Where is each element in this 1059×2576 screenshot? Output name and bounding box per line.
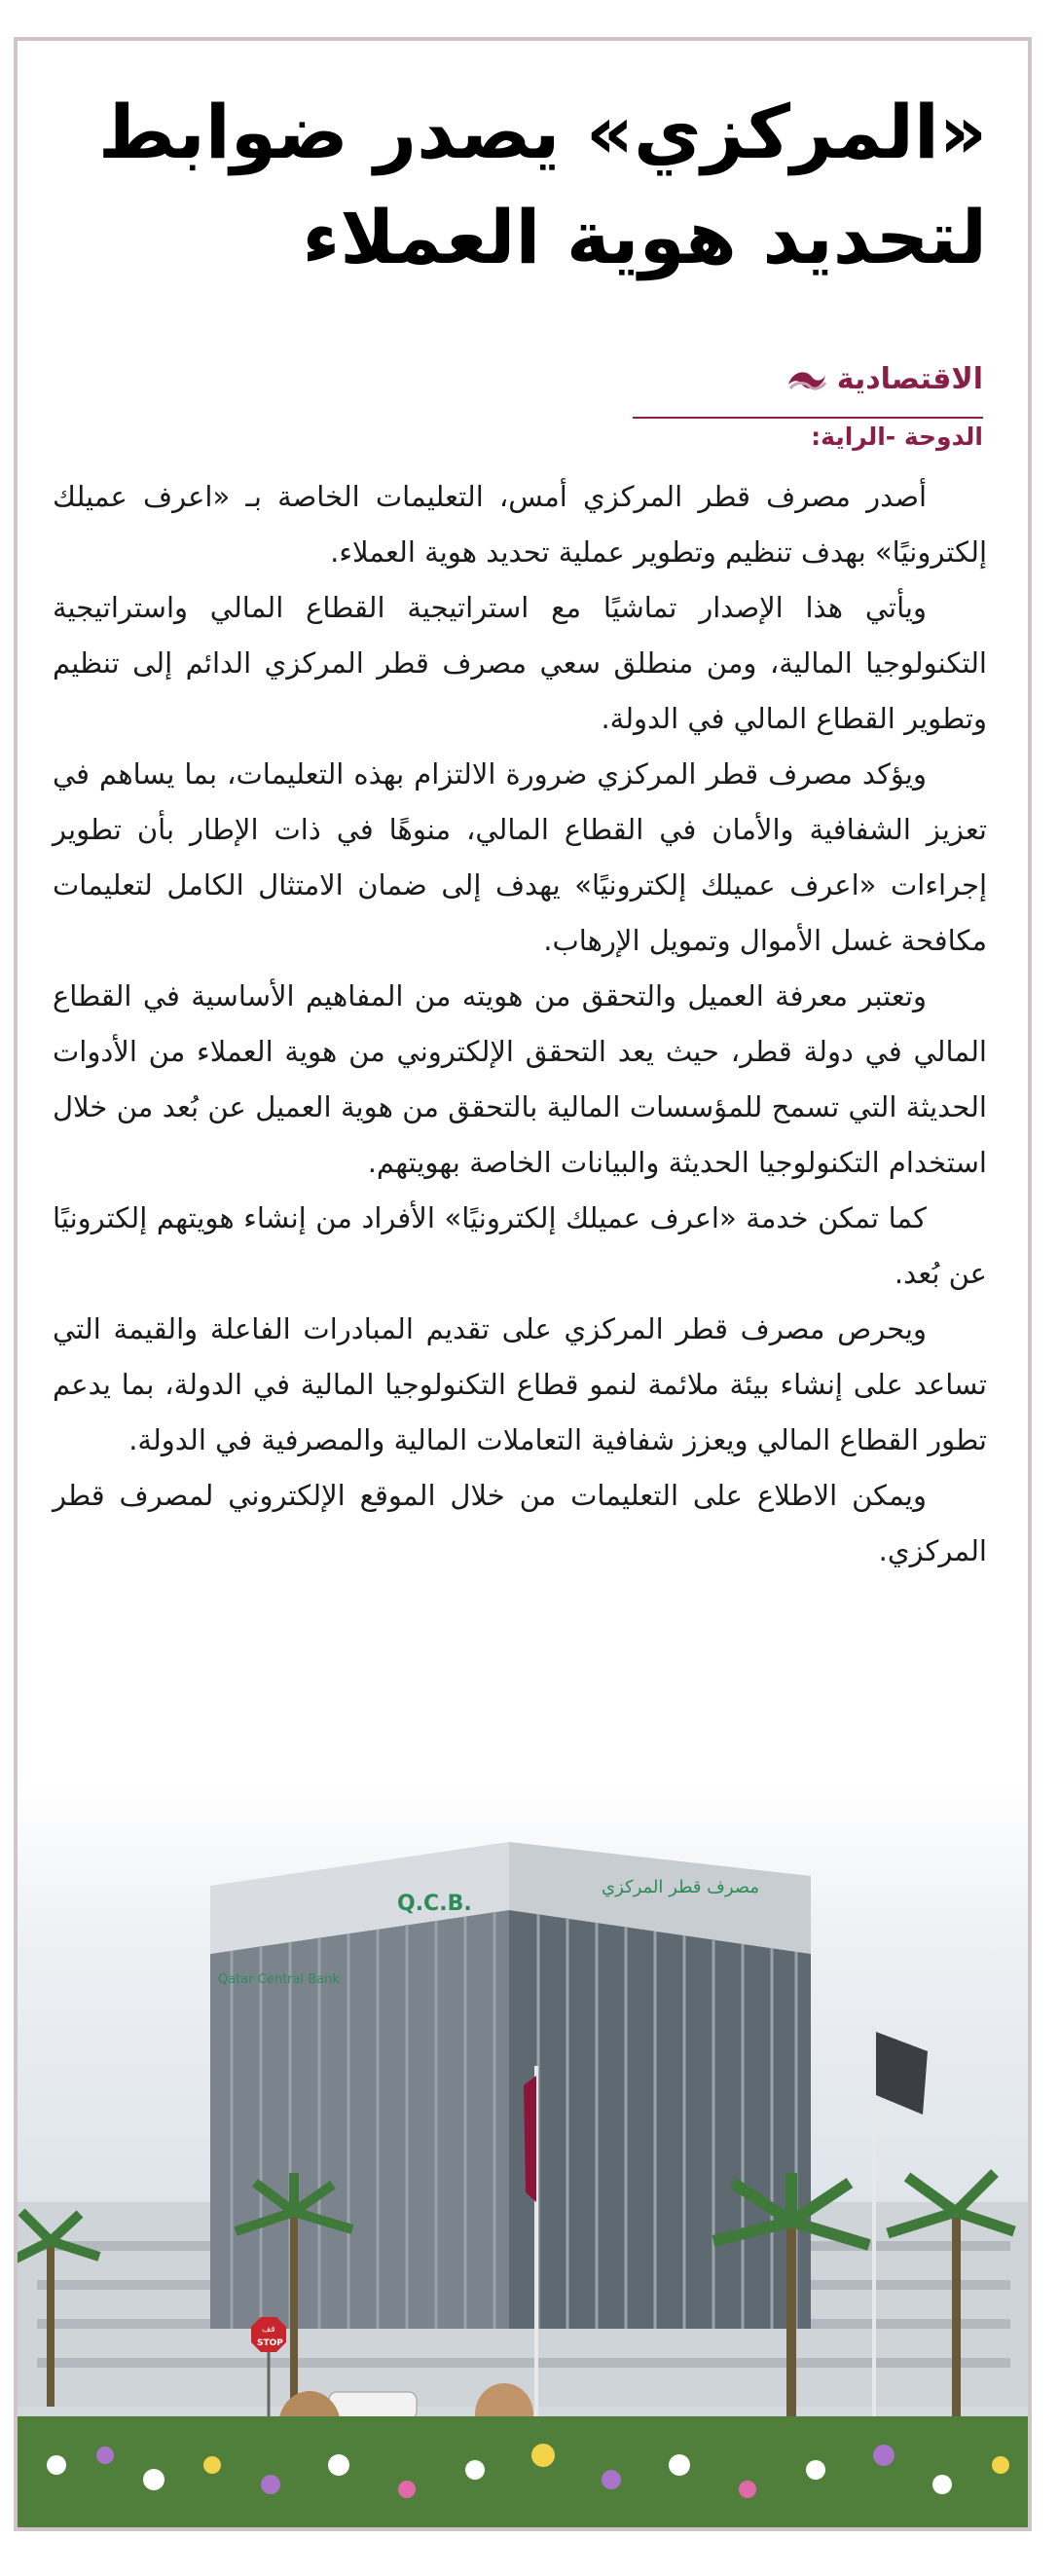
section-label (785, 362, 983, 396)
section-rule (633, 417, 983, 419)
paragraph: ويحرص مصرف قطر المركزي على تقديم المبادرات الفاعلة والقيمة التي تساعد على إنشاء بيئة ملائمة لنمو قطاع التكنولوجيا المالية في الدولة، بما يدعم تطور القطاع المالي ويعزز شفافية التعاملات المالية والمصرفية في الدولة. (53, 1312, 987, 1456)
paragraph: ويؤكد مصرف قطر المركزي ضرورة الالتزام بهذه التعليمات، بما يساهم في تعزيز الشفافية والأمان في القطاع المالي، منوهًا في ذات الإطار بأن تطوير إجراءات «اعرف عميلك إلكترونيًا» يهدف إلى ضمان الامتثال الكامل لتعليمات مكافحة غسل الأموال وتمويل الإرهاب. (53, 757, 987, 957)
tower-right-face (509, 1910, 811, 2329)
paragraph: وتعتبر معرفة العميل والتحقق من هويته من المفاهيم الأساسية في القطاع المالي في دولة قطر، حيث يعد التحقق الإلكتروني من هوية العملاء من الأدوات الحديثة التي تسمح للمؤسسات المالية بالتحقق من هوية العميل عن بُعد من خلال استخدام التكنولوجيا الحديثة والبيانات الخاصة بهويتهم. (53, 979, 987, 1179)
paragraph: أصدر مصرف قطر المركزي أمس، التعليمات الخاصة بـ «اعرف عميلك إلكترونيًا» بهدف تنظيم وتطوير عملية تحديد هوية العملاء. (53, 480, 987, 569)
building-photo-illustration (18, 1784, 1028, 2527)
flag-right (876, 2032, 928, 2115)
building-photo (18, 1784, 1028, 2527)
stop-sign-arabic: قف (262, 2325, 275, 2335)
sign-latin: Q.C.B. (397, 1892, 472, 1916)
paragraph: كما تمكن خدمة «اعرف عميلك إلكترونيًا» الأفراد من إنشاء هويتهم إلكترونيًا عن بُعد. (53, 1201, 987, 1290)
flag-left (524, 2076, 536, 2202)
flower-bed (18, 2416, 1028, 2527)
paragraph: ويمكن الاطلاع على التعليمات من خلال الموقع الإلكتروني لمصرف قطر المركزي. (53, 1479, 987, 1567)
headline-line-1: «المركزي» يصدر ضوابط (97, 89, 987, 175)
headline (62, 80, 987, 290)
sign-english: Qatar Central Bank (218, 1972, 340, 1987)
byline: الدوحة -الراية: (811, 423, 983, 451)
headline-line-2: لتحديد هوية العملاء (302, 194, 987, 280)
sign-arabic: مصرف قطر المركزي (602, 1877, 759, 1897)
paragraph: ويأتي هذا الإصدار تماشيًا مع استراتيجية القطاع المالي واستراتيجية التكنولوجيا المالية، ومن منطلق سعي مصرف قطر المركزي الدائم إلى تنظيم وتطوير القطاع المالي في الدولة. (53, 591, 987, 735)
stop-sign-text: STOP (257, 2338, 283, 2348)
wave-logo-icon (785, 365, 827, 394)
car (329, 2392, 417, 2419)
article-frame (14, 37, 1032, 2531)
section-name: الاقتصادية (836, 362, 983, 396)
article-body (53, 469, 987, 1579)
